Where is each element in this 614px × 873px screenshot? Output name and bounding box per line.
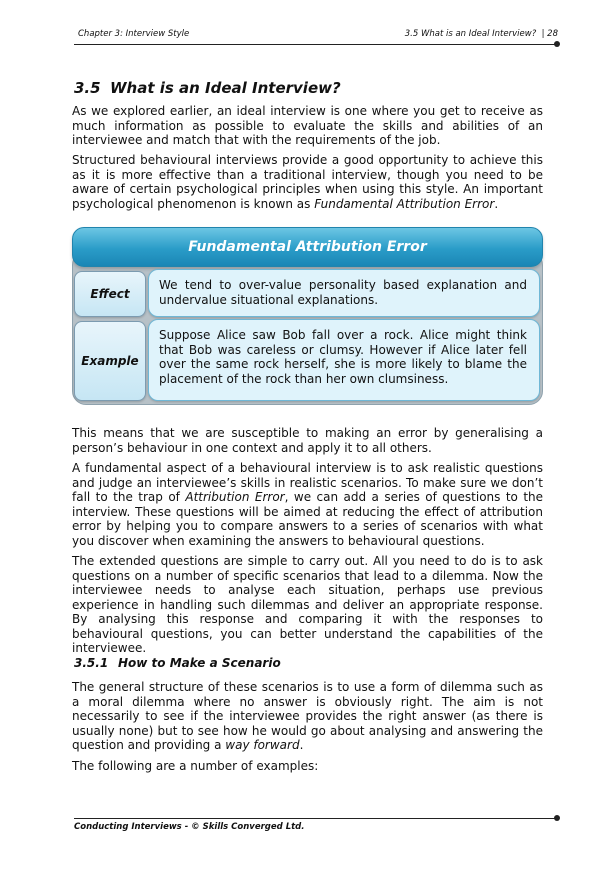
subsection-title: How to Make a Scenario [118, 656, 281, 670]
paragraph-6-emphasis: way forward [225, 738, 300, 752]
paragraph-6 [72, 680, 543, 753]
section-title: What is an Ideal Interview? [110, 79, 341, 97]
subsection-number: 3.5.1 [74, 656, 109, 670]
paragraph-1: As we explored earlier, an ideal interview is one where you get to receive as much information as possible to evaluate the skills and abilities of an interviewee and match that with the requirements of the job. [72, 104, 543, 147]
header-rule-dot [554, 41, 560, 47]
paragraph-2-end: . [494, 196, 499, 211]
paragraph-4 [72, 461, 543, 548]
page-header [78, 26, 558, 42]
example-label: Example [74, 321, 146, 401]
diagram-title: Fundamental Attribution Error [72, 227, 543, 267]
effect-text: We tend to over-value personality based explanation and undervalue situational explanations. [148, 269, 540, 317]
header-page-number: | 28 [541, 29, 558, 39]
paragraph-5: The extended questions are simple to carry out. All you need to do is to ask questions on a number of specific scenarios that lead to a dilemma. Now the interviewee needs to analyse each situation, perhaps use previous experience in handling such dilemmas and deliver an appropriate response. By analysing this response and comparing it with the responses to behavioural questions, you can better understand the capabilities of the interviewee. [72, 554, 543, 655]
paragraph-4-emphasis: Attribution Error [185, 490, 285, 504]
paragraph-4-text-a: A fundamental aspect of a behavioural interview is to ask realistic questions and judge an interviewee’s skills in realistic scenarios. To make sure we don’t fall to the trap of [72, 461, 543, 504]
section-number: 3.5 [74, 79, 101, 97]
header-chapter: Chapter 3: Interview Style [78, 29, 190, 39]
paragraph-6-text: The general structure of these scenarios is to use a form of dilemma such as a moral dilemma where no answer is obviously right. The aim is not necessarily to see if the interviewee provides the right answer (as there is usually none) but to see how he would go about analysing and answering the question and providing a [72, 680, 543, 752]
example-text: Suppose Alice saw Bob fall over a rock. Alice might think that Bob was careless or clumsy. However if Alice later fell over the same rock herself, she is more likely to blame the placement of the rock than her own clumsiness. [148, 319, 540, 401]
paragraph-7: The following are a number of examples: [72, 759, 319, 773]
page-footer: Conducting Interviews - © Skills Converged Ltd. [74, 822, 305, 832]
paragraph-6-end: . [299, 738, 304, 752]
paragraph-2-emphasis: Fundamental Attribution Error [314, 196, 495, 211]
footer-rule [74, 818, 558, 819]
paragraph-2-text: Structured behavioural interviews provide a good opportunity to achieve this as it is more effective than a traditional interview, though you need to be aware of certain psychological principles when using this style. An important psychological phenomenon is known as [72, 153, 543, 211]
paragraph-3: This means that we are susceptible to making an error by generalising a person’s behaviour in one context and apply it to all others. [72, 426, 543, 455]
attribution-error-diagram [72, 227, 543, 405]
header-section [405, 29, 558, 39]
footer-rule-dot [554, 815, 560, 821]
header-section-title: 3.5 What is an Ideal Interview? [404, 29, 537, 39]
section-heading [74, 79, 341, 97]
subsection-heading [74, 656, 281, 670]
paragraph-2 [72, 153, 543, 211]
effect-label: Effect [74, 271, 146, 317]
paragraph-4-text-b: , we can add a series of questions to the interview. These questions will be aimed at reducing the effect of attribution error by helping you to compare answers to a series of scenarios with what you discover when examining the answers to behavioural questions. [72, 490, 544, 548]
header-rule [74, 44, 558, 45]
